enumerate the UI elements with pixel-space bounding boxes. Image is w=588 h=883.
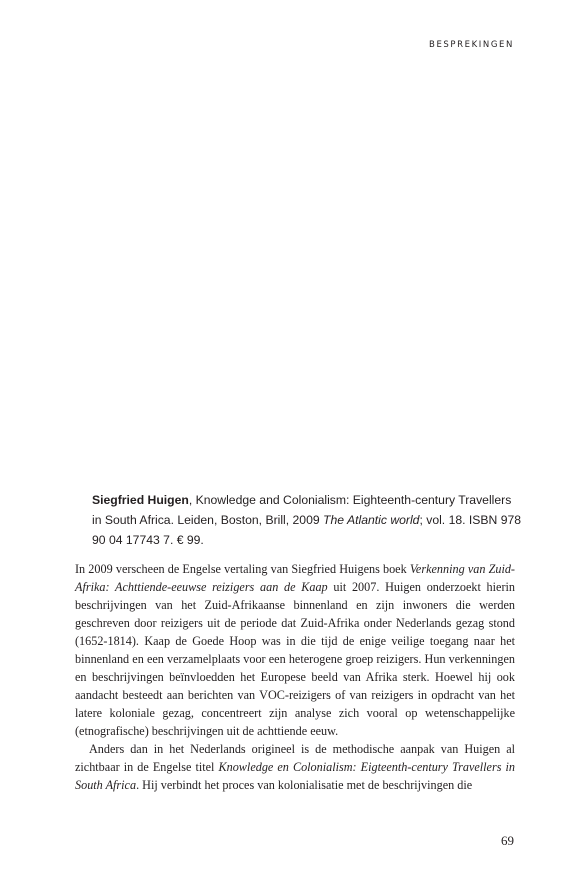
page-number: 69 bbox=[501, 833, 514, 848]
paragraph-1 bbox=[75, 560, 515, 740]
running-head: BESPREKINGEN bbox=[429, 40, 514, 50]
paragraph-1-text-a: In 2009 verscheen de Engelse vertaling van Siegfried Huigens boek bbox=[75, 562, 410, 576]
book-citation bbox=[92, 490, 522, 550]
paragraph-2-book-title: Knowledge en Colonialism: Eigteenth-century Travellers in South Africa bbox=[75, 760, 515, 792]
citation-author: Siegfried Huigen bbox=[92, 493, 189, 507]
paragraph-1-book-title: Verkenning van Zuid-Afrika: Achttiende-eeuwse reizigers aan de Kaap bbox=[75, 562, 515, 594]
paragraph-2 bbox=[75, 740, 515, 794]
paragraph-2-text-b: . Hij verbindt het proces van kolonialisatie met de beschrijvingen die bbox=[136, 778, 473, 792]
paragraph-2-text-a: Anders dan in het Nederlands origineel is de methodische aanpak van Huigen al zichtbaar in de Engelse titel bbox=[75, 742, 515, 774]
citation-series: The Atlantic world bbox=[323, 513, 420, 527]
review-body bbox=[75, 560, 515, 794]
citation-text: , Knowledge and Colonialism: Eighteenth-century Travellers in South Africa. Leiden, Boston, Brill, 2009 bbox=[92, 493, 512, 527]
citation-details: ; vol. 18. ISBN 978 90 04 17743 7. € 99. bbox=[92, 513, 522, 547]
paragraph-1-text-b: uit 2007. Huigen onderzoekt hierin beschrijvingen van het Zuid-Afrikaanse binnenland en zijn inwoners die werden geschreven door reizigers uit de periode dat Zuid-Afrika onder Nederlands gezag stond (1652-1814). Kaap de Goede Hoop was in die tijd de enige veilige toegang naar het binnenland en een verzamelplaats voor een heterogene groep reizigers. Hun verkenningen en beschrijvingen beïnvloedden het Europese beeld van Afrika sterk. Hoewel hij ook aandacht besteedt aan berichten van VOC-reizigers of van reizigers in opdracht van het latere koloniale gezag, concentreert zijn analyse zich vooral op wetenschappelijke (etnografische) beschrijvingen uit de achttiende eeuw. bbox=[75, 580, 515, 738]
